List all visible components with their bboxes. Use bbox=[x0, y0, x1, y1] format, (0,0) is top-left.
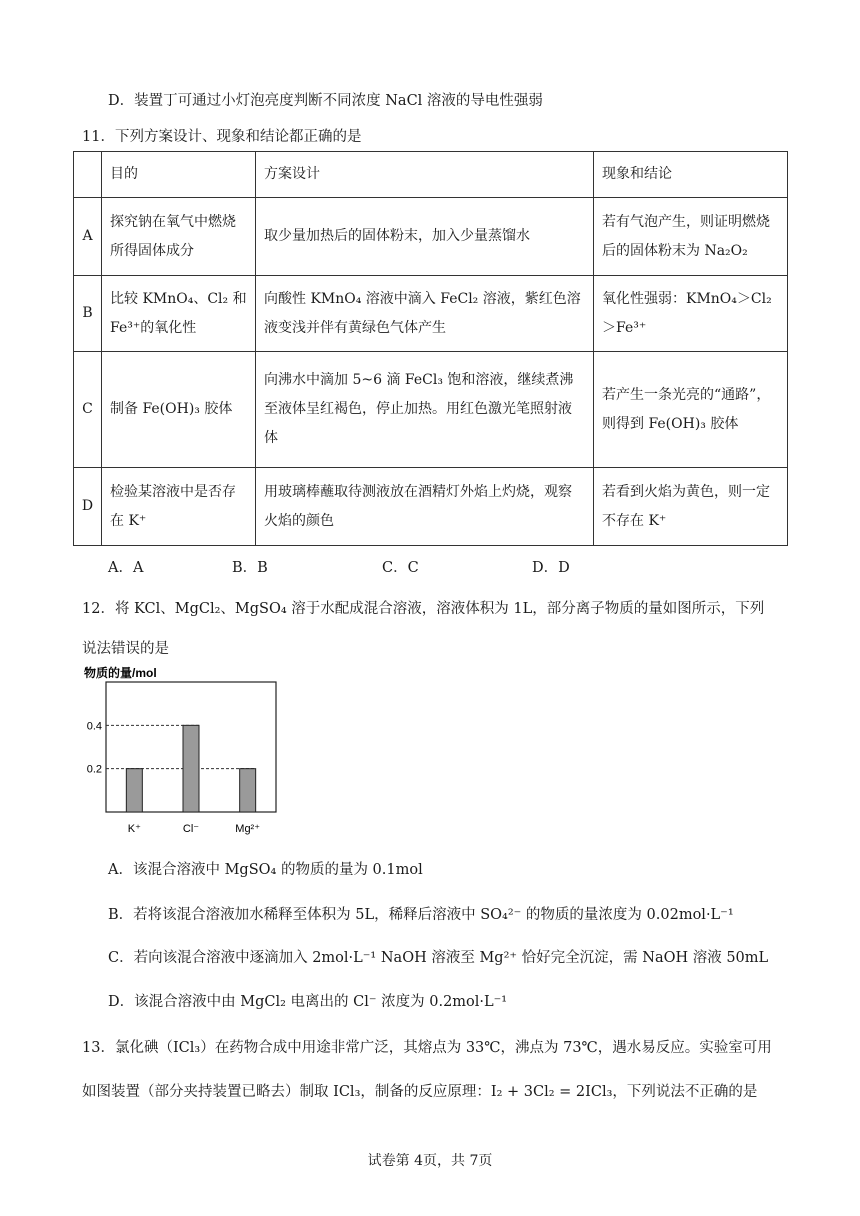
row-letter: B bbox=[74, 276, 102, 352]
table-header: 目的 bbox=[102, 152, 256, 198]
x-tick-label: Mg²⁺ bbox=[235, 823, 261, 835]
chart-ylabel: 物质的量/mol bbox=[84, 666, 157, 680]
q10-option-d: D．装置丁可通过小灯泡亮度判断不同浓度 NaCl 溶液的导电性强弱 bbox=[108, 93, 543, 109]
table-header: 方案设计 bbox=[256, 152, 594, 198]
table-row bbox=[74, 198, 788, 276]
row-design: 向沸水中滴加 5~6 滴 FeCl₃ 饱和溶液，继续煮沸至液体呈红褐色，停止加热。用红色激光笔照射液体 bbox=[256, 352, 594, 468]
row-letter: D bbox=[74, 468, 102, 546]
q12-bar-chart bbox=[80, 660, 290, 840]
row-purpose: 探究钠在氧气中燃烧所得固体成分 bbox=[102, 198, 256, 276]
q12-stem-line1: 12．将 KCl、MgCl₂、MgSO₄ 溶于水配成混合溶液，溶液体积为 1L，部分离子物质的量如图所示，下列 bbox=[82, 601, 765, 617]
q11-option[interactable]: B．B bbox=[232, 560, 268, 576]
table-header-row bbox=[74, 152, 788, 198]
row-purpose: 比较 KMnO₄、Cl₂ 和 Fe³⁺的氧化性 bbox=[102, 276, 256, 352]
bar bbox=[183, 725, 199, 812]
x-tick-label: Cl⁻ bbox=[182, 823, 200, 835]
row-design: 用玻璃棒蘸取待测液放在酒精灯外焰上灼烧，观察火焰的颜色 bbox=[256, 468, 594, 546]
row-letter: A bbox=[74, 198, 102, 276]
q11-option[interactable]: A．A bbox=[108, 560, 144, 576]
row-result: 若产生一条光亮的“通路”，则得到 Fe(OH)₃ 胶体 bbox=[594, 352, 788, 468]
q12-stem-line2: 说法错误的是 bbox=[82, 641, 169, 657]
bar bbox=[240, 769, 256, 812]
row-result: 若看到火焰为黄色，则一定不存在 K⁺ bbox=[594, 468, 788, 546]
row-result: 若有气泡产生，则证明燃烧后的固体粉末为 Na₂O₂ bbox=[594, 198, 788, 276]
row-purpose: 检验某溶液中是否存在 K⁺ bbox=[102, 468, 256, 546]
row-design: 向酸性 KMnO₄ 溶液中滴入 FeCl₂ 溶液，紫红色溶液变浅并伴有黄绿色气体产生 bbox=[256, 276, 594, 352]
q12-option-d[interactable]: D．该混合溶液中由 MgCl₂ 电离出的 Cl⁻ 浓度为 0.2mol·L⁻¹ bbox=[108, 994, 508, 1010]
q11-option[interactable]: C．C bbox=[382, 560, 419, 576]
q11-stem: 11．下列方案设计、现象和结论都正确的是 bbox=[82, 129, 362, 145]
y-tick-label: 0.4 bbox=[86, 720, 102, 733]
table-row bbox=[74, 352, 788, 468]
table-header-blank bbox=[74, 152, 102, 198]
row-design: 取少量加热后的固体粉末，加入少量蒸馏水 bbox=[256, 198, 594, 276]
table-row bbox=[74, 468, 788, 546]
q11-options bbox=[108, 556, 668, 576]
bar bbox=[126, 769, 142, 812]
table-row bbox=[74, 276, 788, 352]
row-letter: C bbox=[74, 352, 102, 468]
q13-stem-line1: 13．氯化碘（ICl₃）在药物合成中用途非常广泛，其熔点为 33℃，沸点为 73℃，遇水易反应。实验室可用 bbox=[82, 1040, 772, 1056]
q11-option[interactable]: D．D bbox=[532, 560, 570, 576]
table-header: 现象和结论 bbox=[594, 152, 788, 198]
q12-option-a[interactable]: A．该混合溶液中 MgSO₄ 的物质的量为 0.1mol bbox=[108, 862, 423, 878]
q13-stem-line2: 如图装置（部分夹持装置已略去）制取 ICl₃，制备的反应原理：I₂ + 3Cl₂ = 2ICl₃，下列说法不正确的是 bbox=[82, 1084, 758, 1100]
chart-gridlines bbox=[106, 725, 256, 768]
y-tick-label: 0.2 bbox=[86, 763, 102, 776]
q12-option-c[interactable]: C．若向该混合溶液中逐滴加入 2mol·L⁻¹ NaOH 溶液至 Mg²⁺ 恰好完全沉淀，需 NaOH 溶液 50mL bbox=[108, 950, 769, 966]
q11-table bbox=[73, 151, 788, 546]
page-footer: 试卷第 4页，共 7页 bbox=[367, 1153, 493, 1169]
x-tick-label: K⁺ bbox=[127, 823, 141, 835]
row-purpose: 制备 Fe(OH)₃ 胶体 bbox=[102, 352, 256, 468]
row-result: 氧化性强弱：KMnO₄＞Cl₂＞Fe³⁺ bbox=[594, 276, 788, 352]
q12-option-b[interactable]: B．若将该混合溶液加水稀释至体积为 5L，稀释后溶液中 SO₄²⁻ 的物质的量浓度为 0.02mol·L⁻¹ bbox=[108, 907, 734, 923]
